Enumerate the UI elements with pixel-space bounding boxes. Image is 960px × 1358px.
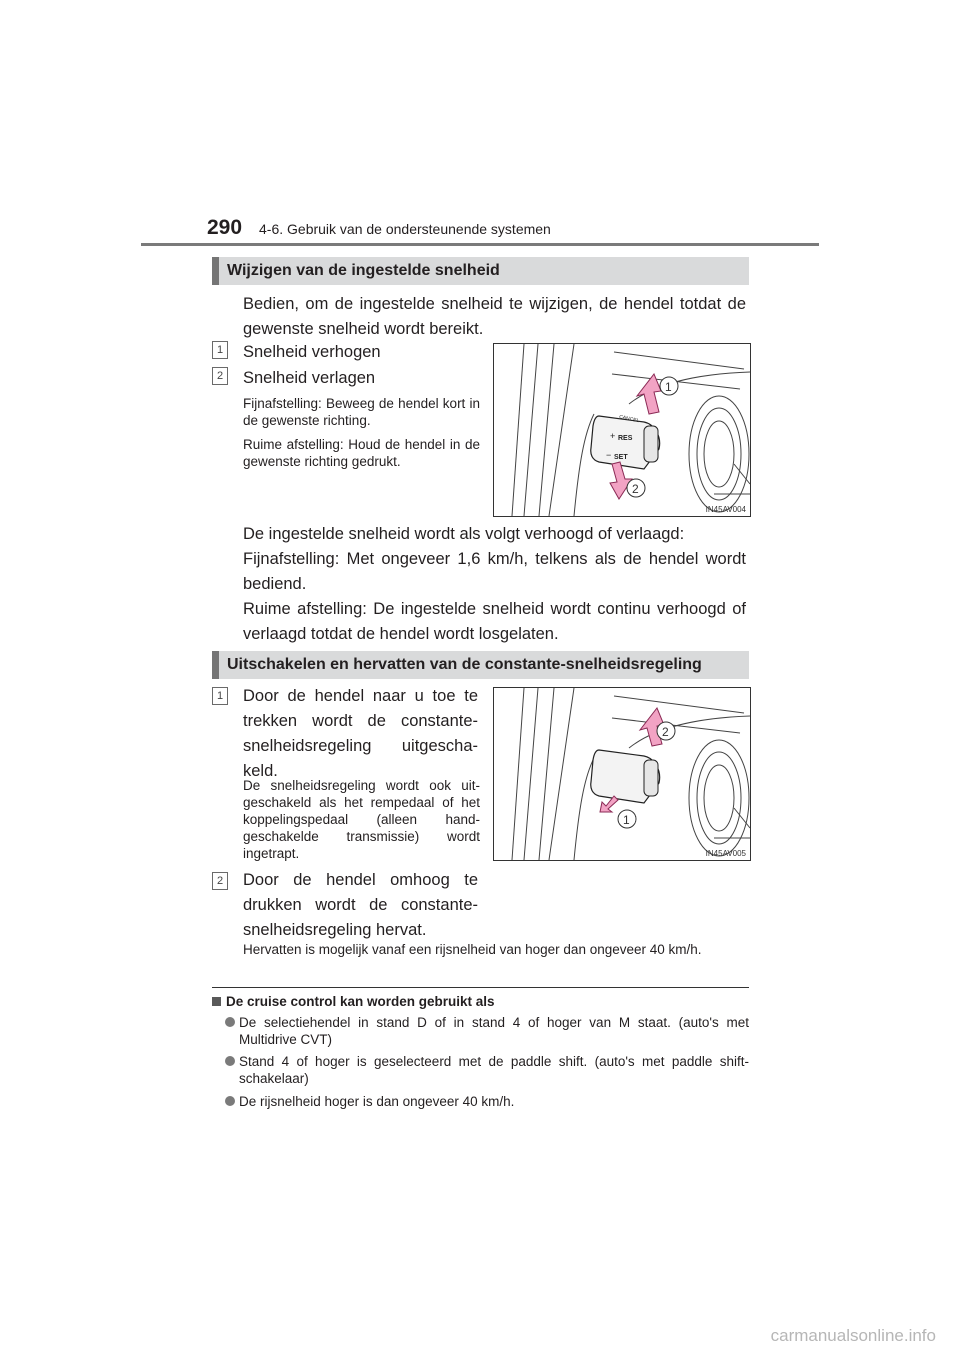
callout-1b: 1 <box>623 813 630 827</box>
callout-2b: 2 <box>662 725 669 739</box>
arrow-pull-icon <box>600 796 618 812</box>
lever-set-label: SET <box>614 454 628 461</box>
figure-lever-cancel-resume <box>493 687 751 861</box>
note-fine-adjust: Fijnafstelling: Beweeg de hendel kort in de gewenste richting. <box>243 396 480 428</box>
header-rule <box>141 243 819 246</box>
section-heading-cancel-resume: Uitschakelen en hervatten van de constante-snelheidsregeling <box>212 651 749 679</box>
lever-minus-label: − <box>606 450 612 460</box>
item-cancel: Door de hendel naar u toe te trekken wordt de constante-snelheidsregeling uitgescha-keld. <box>243 687 478 780</box>
note-title-text: De cruise control kan worden gebruikt als <box>226 994 495 1009</box>
item-number-2b: 2 <box>212 872 228 890</box>
item-speed-down: Snelheid verlagen <box>243 369 376 387</box>
page-number: 290 <box>207 216 243 239</box>
section1-para1: De ingestelde snelheid wordt als volgt verhoogd of verlaagd: <box>243 525 685 543</box>
figure-lever-speed-adjust <box>493 343 751 517</box>
cruise-lever-2 <box>591 750 660 803</box>
note-bullet-3-text: De rijsnelheid hoger is dan ongeveer 40 km/h. <box>239 1094 515 1109</box>
lever-plus-label: + <box>610 431 616 441</box>
lever-illustration-2 <box>494 688 750 860</box>
section-heading-change-speed: Wijzigen van de ingestelde snelheid <box>212 257 749 285</box>
lever-illustration-1 <box>494 344 750 516</box>
bullet-dot-icon <box>225 1056 235 1066</box>
lever-cancel-label: CANCEL <box>618 414 640 425</box>
square-bullet-icon <box>212 997 221 1006</box>
note-bullet-3 <box>225 1093 749 1110</box>
callout-2: 2 <box>632 482 639 496</box>
note-coarse-adjust: Ruime afstelling: Houd de hendel in de gewenste richting gedrukt. <box>243 437 480 469</box>
figure-code-2: IN45AV005 <box>705 849 746 858</box>
item-number-1b: 1 <box>212 687 228 705</box>
note-bullet-1 <box>225 1014 749 1048</box>
cruise-lever <box>591 414 660 469</box>
section1-para3: Ruime afstelling: De ingestelde snelheid wordt continu verhoogd of verlaagd totdat de hendel wordt losgelaten. <box>243 600 746 643</box>
chapter-title: 4-6. Gebruik van de ondersteunende systemen <box>259 221 551 237</box>
bullet-dot-icon <box>225 1096 235 1106</box>
figure-code-1: IN45AV004 <box>705 505 746 514</box>
notes-divider <box>212 987 749 988</box>
section1-intro: Bedien, om de ingestelde snelheid te wijzigen, de hendel totdat de gewenste snelheid wordt bereikt. <box>243 295 746 338</box>
item-number-1: 1 <box>212 341 228 359</box>
note-bullet-2 <box>225 1053 749 1087</box>
note-bullet-2-text: Stand 4 of hoger is geselecteerd met de paddle shift. (auto's met paddle shift-schakelaar) <box>239 1054 749 1086</box>
callout-1: 1 <box>665 380 672 394</box>
arrow-up-icon <box>637 374 661 414</box>
note-cancel-pedal: De snelheidsregeling wordt ook uit-geschakeld als het rempedaal of het koppelingspedaal (alleen hand-geschakelde transmissie) wordt ingetrapt. <box>243 778 480 861</box>
watermark: carmanualsonline.info <box>770 1326 936 1345</box>
note-bullet-1-text: De selectiehendel in stand D of in stand 4 of hoger van M staat. (auto's met Multidrive CVT) <box>239 1015 749 1047</box>
item-number-2: 2 <box>212 367 228 385</box>
item-speed-up: Snelheid verhogen <box>243 343 381 361</box>
item-resume: Door de hendel omhoog te drukken wordt de constante-snelheidsregeling hervat. <box>243 871 478 939</box>
note-title <box>212 994 495 1009</box>
bullet-dot-icon <box>225 1017 235 1027</box>
section1-para2: Fijnafstelling: Met ongeveer 1,6 km/h, telkens als de hendel wordt bediend. <box>243 550 746 593</box>
note-resume-speed: Hervatten is mogelijk vanaf een rijsnelheid van hoger dan ongeveer 40 km/h. <box>243 942 702 957</box>
lever-res-label: RES <box>618 435 633 442</box>
